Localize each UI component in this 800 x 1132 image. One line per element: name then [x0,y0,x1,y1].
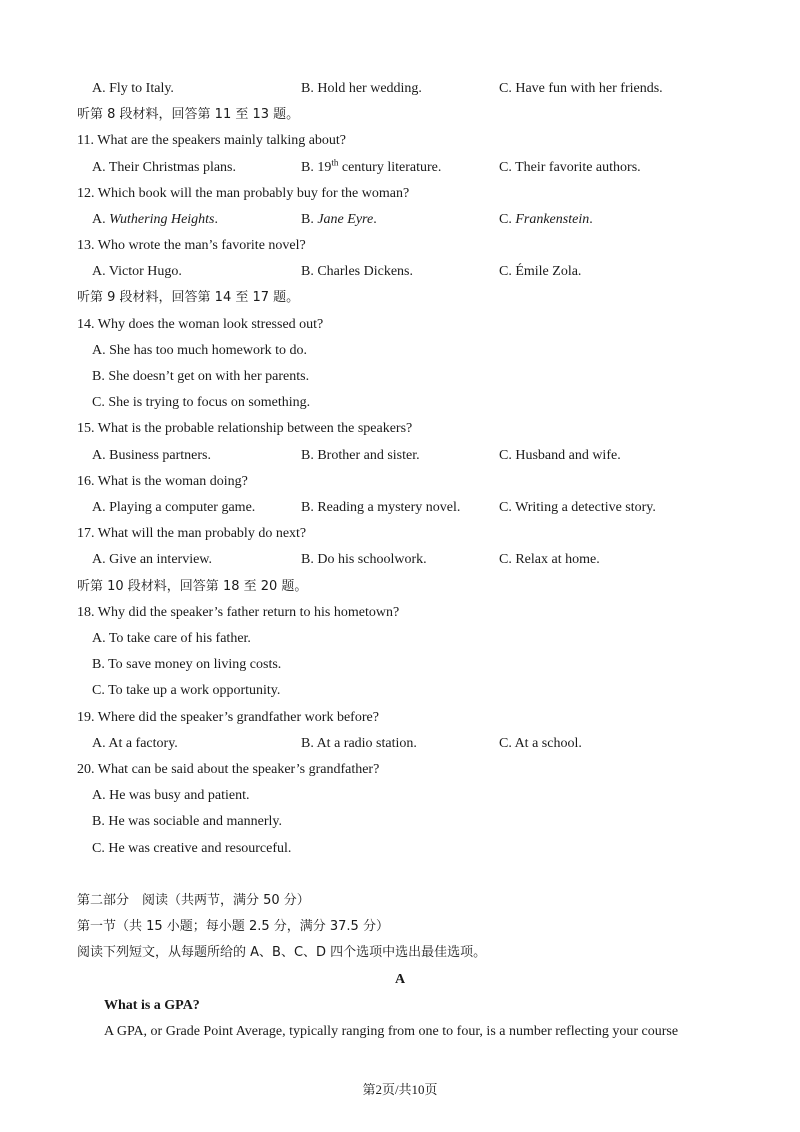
option-c: C. Relax at home. [499,552,600,567]
option-b: B. Brother and sister. [301,448,420,463]
book-title: Frankenstein [515,212,590,227]
question-18-option-b: B. To save money on living costs. [92,657,282,672]
question-14-option-c: C. She is trying to focus on something. [92,395,311,410]
option-a: A. Business partners. [92,448,211,463]
option-a: A. Wuthering Heights. [92,212,219,227]
passage-title: What is a GPA? [104,998,200,1013]
question-14-option-a: A. She has too much homework to do. [92,343,308,358]
option-c: C. Writing a detective story. [499,500,656,515]
question-17-options [0,549,800,571]
option-c: C. Have fun with her friends. [499,81,663,96]
question-11: 11. What are the speakers mainly talking about? [77,133,347,148]
book-title: Jane Eyre [317,212,374,227]
question-15: 15. What is the probable relationship between the speakers? [77,421,413,436]
option-b: B. Jane Eyre. [301,212,377,227]
option-b: B. Do his schoolwork. [301,552,427,567]
book-title: Wuthering Heights [109,212,215,227]
option-b: B. Reading a mystery novel. [301,500,461,515]
question-14: 14. Why does the woman look stressed out? [77,317,324,332]
option-b: B. 19th century literature. [301,157,442,175]
option-c: C. Husband and wife. [499,448,621,463]
option-c: C. Émile Zola. [499,264,582,279]
question-16-options [0,497,800,519]
section-9-instruction: 听第 9 段材料，回答第 14 至 17 题。 [77,290,300,305]
part-2-section-1: 第一节（共 15 小题；每小题 2.5 分，满分 37.5 分） [77,919,389,934]
option-b: B. Charles Dickens. [301,264,413,279]
question-12-options [0,209,800,231]
page-number: 第2页/共10页 [362,1082,438,1097]
passage-label: A [394,972,406,987]
question-18-option-a: A. To take care of his father. [92,631,251,646]
section-8-instruction: 听第 8 段材料，回答第 11 至 13 题。 [77,107,300,122]
question-19: 19. Where did the speaker’s grandfather work before? [77,710,379,725]
question-13-options [0,261,800,283]
option-a: A. Their Christmas plans. [92,160,237,175]
option-b: B. Hold her wedding. [301,81,422,96]
part-2-instruction: 阅读下列短文，从每题所给的 A、B、C、D 四个选项中选出最佳选项。 [77,945,487,960]
question-18: 18. Why did the speaker’s father return to his hometown? [77,605,400,620]
option-c: C. Frankenstein. [499,212,593,227]
question-20-option-b: B. He was sociable and mannerly. [92,814,282,829]
question-13: 13. Who wrote the man’s favorite novel? [77,238,306,253]
option-b: B. At a radio station. [301,736,417,751]
question-20-option-c: C. He was creative and resourceful. [92,841,292,856]
section-10-instruction: 听第 10 段材料，回答第 18 至 20 题。 [77,579,308,594]
question-11-options [0,157,800,179]
option-a: A. Give an interview. [92,552,212,567]
question-17: 17. What will the man probably do next? [77,526,307,541]
part-2-heading: 第二部分 阅读（共两节，满分 50 分） [77,893,310,908]
question-15-options [0,445,800,467]
q10-options [0,78,800,100]
option-a: A. Fly to Italy. [92,81,174,96]
question-12: 12. Which book will the man probably buy for the woman? [77,186,410,201]
passage-text: A GPA, or Grade Point Average, typically ranging from one to four, is a number reflecting your course [104,1024,679,1039]
option-a: A. Victor Hugo. [92,264,182,279]
question-14-option-b: B. She doesn’t get on with her parents. [92,369,310,384]
option-a: A. At a factory. [92,736,178,751]
question-19-options [0,733,800,755]
question-18-option-c: C. To take up a work opportunity. [92,683,281,698]
question-16: 16. What is the woman doing? [77,474,248,489]
option-c: C. Their favorite authors. [499,160,641,175]
option-c: C. At a school. [499,736,582,751]
option-a: A. Playing a computer game. [92,500,256,515]
question-20: 20. What can be said about the speaker’s grandfather? [77,762,380,777]
question-20-option-a: A. He was busy and patient. [92,788,250,803]
